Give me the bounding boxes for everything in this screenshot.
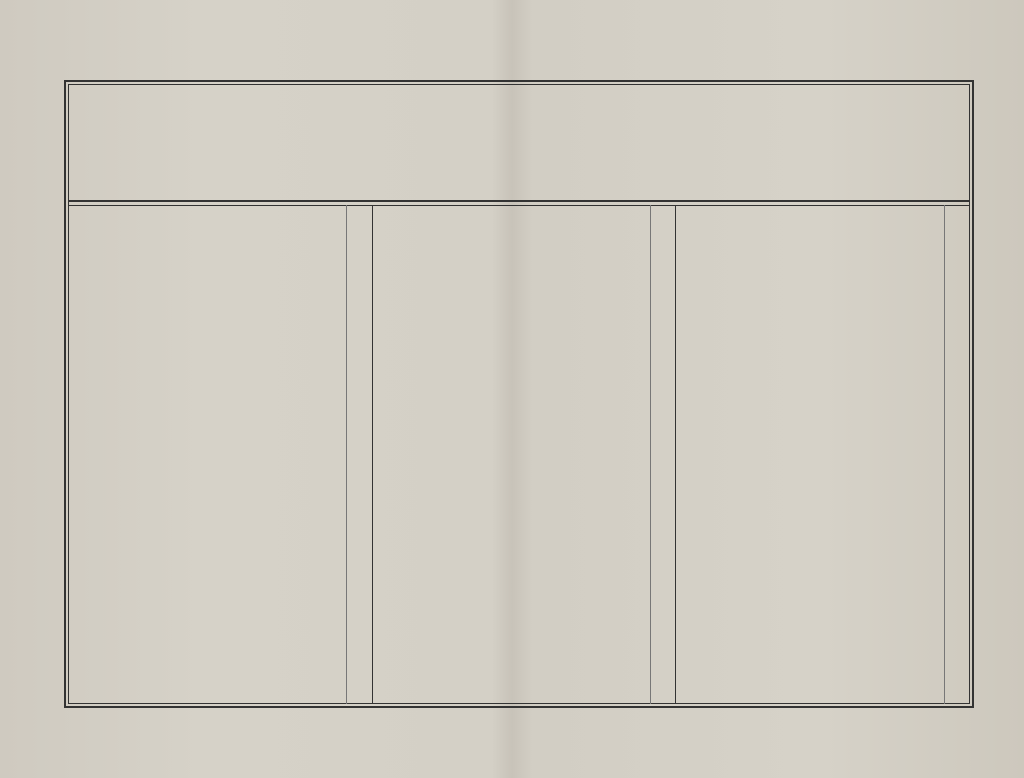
column-divider-1 [372,205,373,704]
column-divider-2 [675,205,676,704]
number-column-rule-3 [944,205,945,704]
title-box [68,84,970,202]
number-column-rule-2 [650,205,651,704]
number-column-rule-1 [346,205,347,704]
title-rule [68,205,970,206]
